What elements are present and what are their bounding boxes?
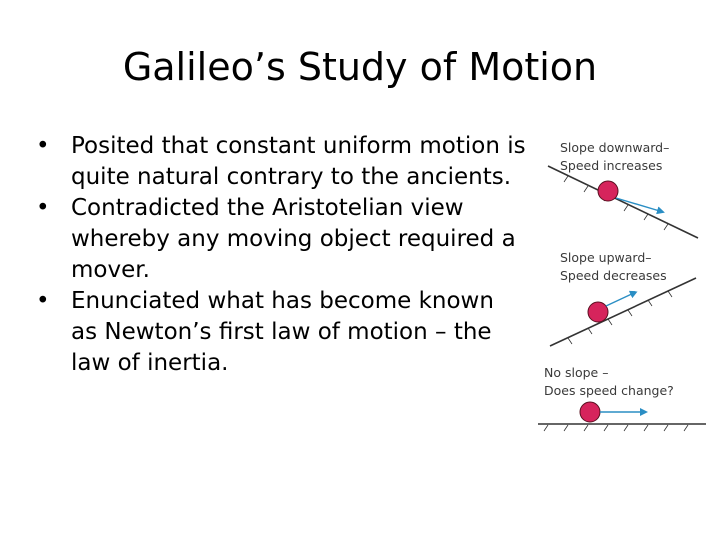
motion-diagram	[528, 128, 718, 438]
panel-label-line1: Slope downward–	[560, 140, 670, 155]
bullet-item	[36, 131, 526, 193]
panel-label-line1: Slope upward–	[560, 250, 652, 265]
bullet-icon: •	[36, 195, 50, 221]
motion-diagram-figure	[528, 128, 718, 438]
bullet-item	[36, 286, 526, 379]
panel-slope-downward	[548, 140, 698, 238]
bullet-item	[36, 193, 526, 286]
slope-hatching	[564, 176, 668, 230]
surface-hatching	[544, 425, 688, 431]
panel-label-line2: Speed increases	[560, 158, 663, 173]
ball-icon	[588, 302, 608, 322]
bullet-list	[36, 131, 526, 379]
panel-no-slope	[538, 365, 706, 431]
panel-label-line2: Speed decreases	[560, 268, 667, 283]
ball-icon	[598, 181, 618, 201]
downward-slope-line	[548, 166, 698, 238]
velocity-arrow-icon	[606, 292, 636, 306]
bullet-text: Posited that constant uniform motion is quite natural contrary to the ancients.	[71, 133, 526, 190]
slide-title: Galileo’s Study of Motion	[122, 45, 598, 89]
ball-icon	[580, 402, 600, 422]
panel-label-line1: No slope –	[544, 365, 609, 380]
bullet-text: Contradicted the Aristotelian view whereby any moving object required a mover.	[71, 195, 516, 283]
bullet-icon: •	[36, 288, 50, 314]
bullet-text: Enunciated what has become known as Newton’s first law of motion – the law of inertia.	[71, 288, 494, 376]
bullet-icon: •	[36, 133, 50, 159]
upward-slope-line	[550, 278, 696, 346]
panel-slope-upward	[550, 250, 696, 346]
panel-label-line2: Does speed change?	[544, 383, 674, 398]
